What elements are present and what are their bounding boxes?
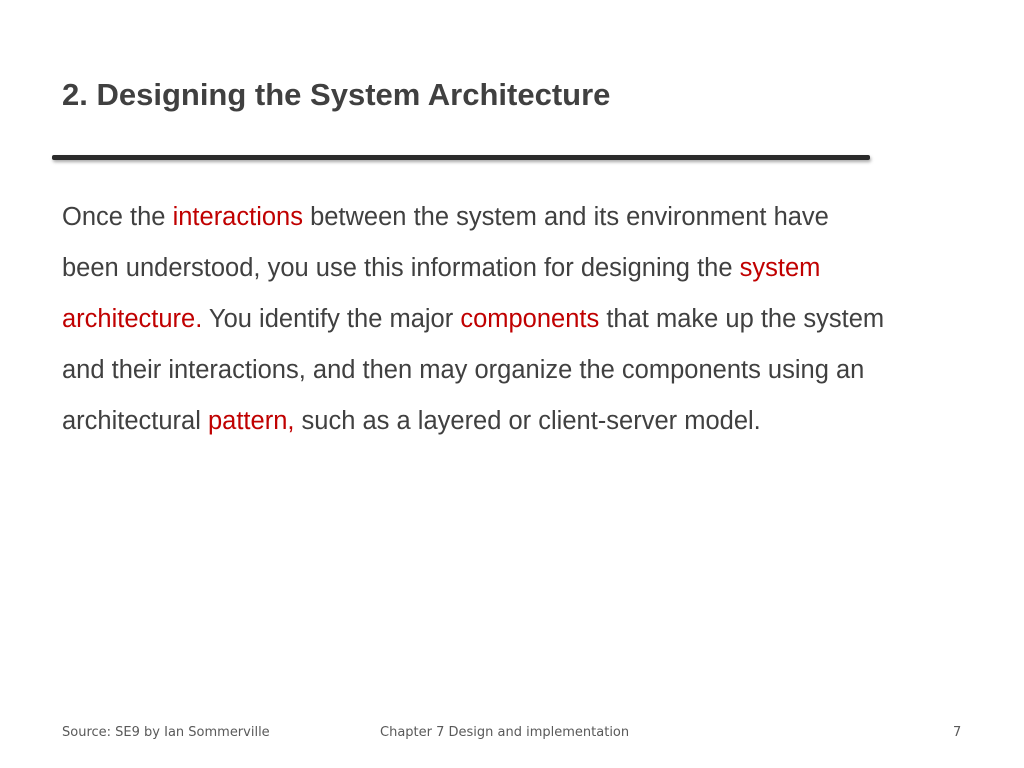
highlight-term: components [460, 305, 600, 333]
body-line [62, 192, 992, 243]
footer-source: Source: SE9 by Ian Sommerville [62, 725, 270, 740]
body-line [62, 243, 992, 294]
footer-chapter: Chapter 7 Design and implementation [380, 725, 630, 740]
body-text-run: that make up the system [599, 305, 885, 333]
body-line [62, 345, 992, 396]
body-line [62, 396, 992, 447]
body-text-run: and their interactions, and then may organize the components using an [62, 356, 865, 384]
page-number: 7 [953, 725, 962, 740]
highlight-term: architecture. [62, 305, 203, 333]
body-text-run: Once the [62, 203, 173, 231]
highlight-punctuation: , [287, 407, 295, 435]
highlight-term: system [739, 254, 821, 282]
highlight-term: interactions [172, 203, 303, 231]
slide-title: 2. Designing the System Architecture [62, 77, 611, 112]
body-text-run: architectural [62, 407, 208, 435]
body-text-run: You identify the major [202, 305, 461, 333]
highlight-term: pattern [207, 407, 288, 435]
body-text-run: between the system and its environment have [302, 203, 829, 231]
title-divider [52, 155, 870, 160]
body-text-run: been understood, you use this information for designing the [62, 254, 740, 282]
body-text [62, 192, 992, 447]
body-text-run: such as a layered or client-server model. [294, 407, 761, 435]
body-line [62, 294, 992, 345]
